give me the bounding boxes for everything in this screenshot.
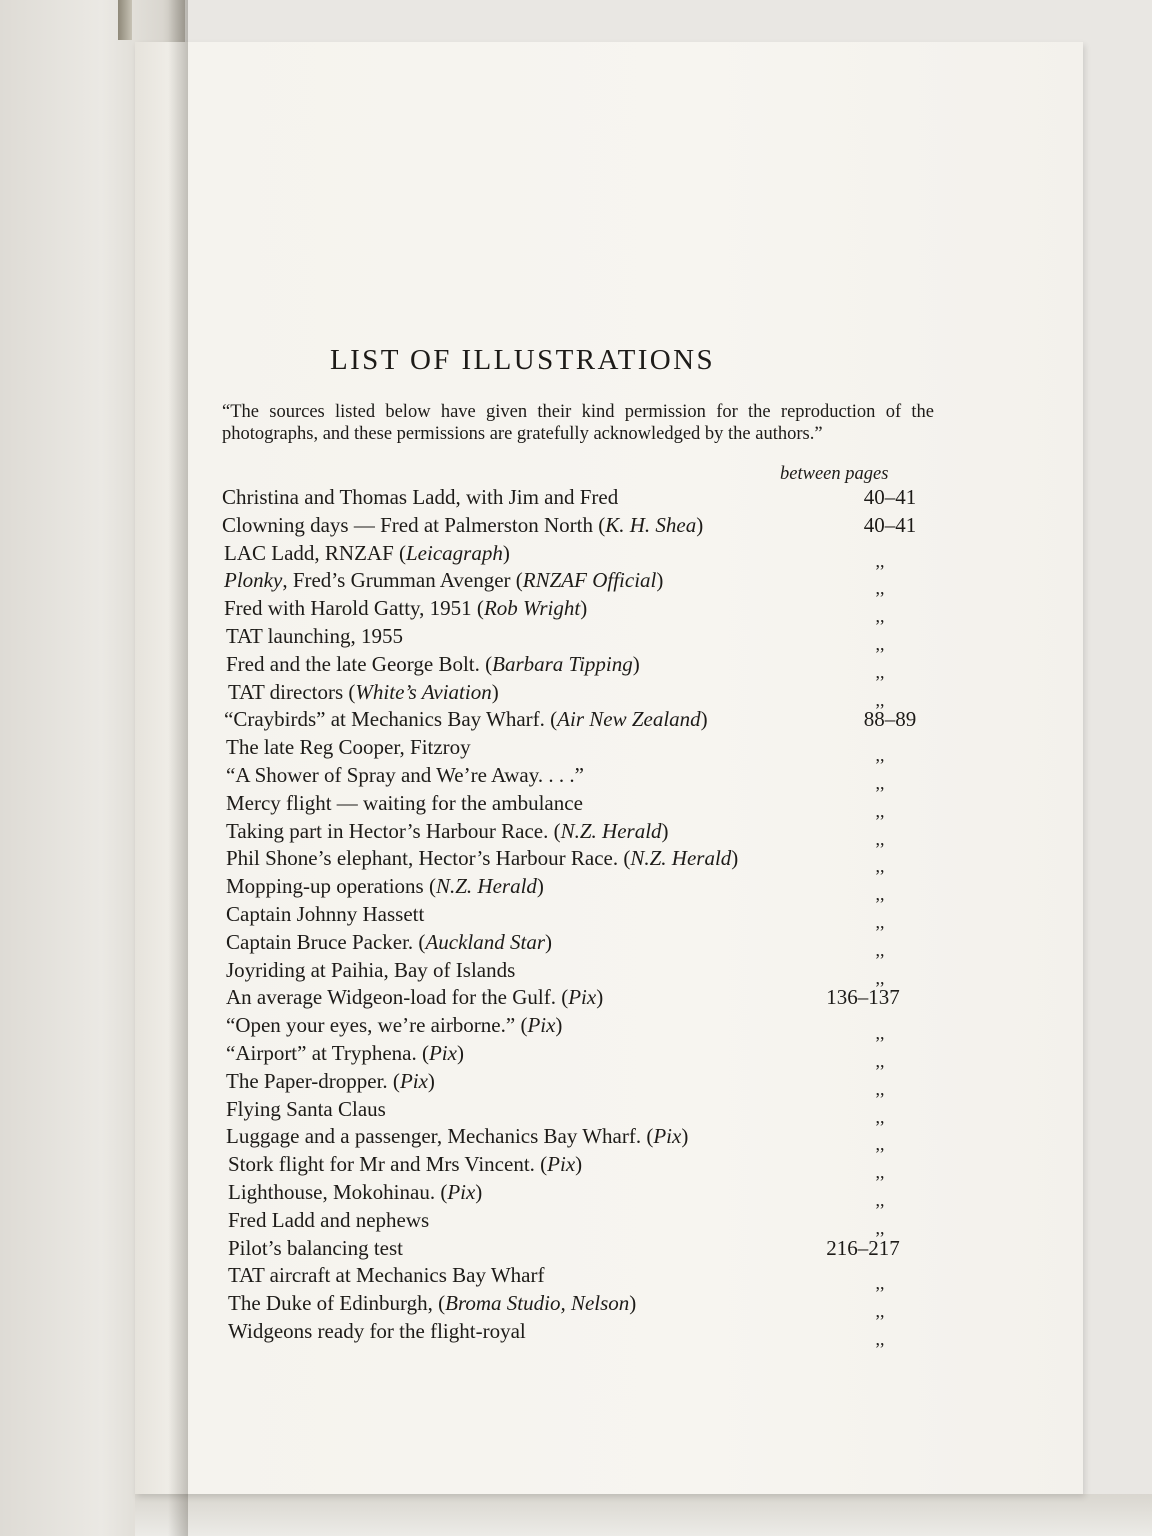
entry-caption: Lighthouse, Mokohinau. (: [228, 1180, 448, 1204]
entry-credit: Pix: [653, 1124, 682, 1149]
entry-credit: Pix: [568, 985, 597, 1010]
list-item: [228, 1262, 858, 1288]
ditto-mark: ,,: [875, 856, 885, 877]
ditto-mark: ,,: [875, 1078, 885, 1099]
entry-credit: Barbara Tipping: [492, 651, 633, 676]
entry-pages: 40–41: [863, 512, 917, 537]
list-item: [226, 901, 856, 927]
ditto-mark: ,,: [875, 634, 885, 654]
ditto-mark: ,,: [875, 1273, 885, 1294]
entry-credit: Pix: [399, 1068, 428, 1093]
entry-credit: Leicagraph: [406, 540, 503, 565]
entry-caption: Captain Johnny Hassett: [226, 902, 425, 926]
ditto-mark: ,,: [875, 939, 885, 960]
list-item: [224, 567, 854, 593]
entry-suffix: ): [696, 512, 704, 537]
list-item: [228, 1290, 858, 1316]
ditto-mark: ,,: [875, 828, 885, 849]
entry-credit: K. H. Shea: [605, 512, 697, 537]
entry-suffix: ): [456, 1041, 464, 1065]
ditto-mark: ,,: [875, 912, 885, 932]
entry-caption: Fred and the late George Bolt. (: [226, 651, 493, 676]
entry-pages: 88–89: [863, 707, 917, 732]
entry-caption: Christina and Thomas Ladd, with Jim and Fred: [222, 485, 619, 509]
entry-suffix: ): [700, 707, 708, 732]
list-item: [226, 1068, 856, 1094]
entry-caption: “Craybirds” at Mechanics Bay Wharf. (: [224, 707, 558, 732]
entry-caption: An average Widgeon-load for the Gulf. (: [226, 985, 569, 1010]
entry-suffix: ): [656, 568, 664, 593]
entry-suffix: ): [681, 1124, 689, 1149]
entry-suffix: ): [575, 1152, 583, 1177]
ditto-mark: ,,: [875, 1106, 885, 1127]
list-item: [226, 873, 856, 899]
intro-paragraph: “The sources listed below have given their kind permission for the reproduction of the photographs, and these permissions are gratefully acknowledged by the authors.”: [222, 402, 934, 444]
gutter-shadow: [168, 0, 188, 1536]
entry-pages: 216–217: [826, 1235, 900, 1260]
ditto-mark: ,,: [875, 661, 885, 682]
entry-credit: Pix: [527, 1013, 556, 1038]
list-item: [226, 1012, 856, 1038]
list-item: [228, 679, 858, 705]
ditto-mark: ,,: [875, 1162, 885, 1183]
entry-credit: Rob Wright: [483, 596, 581, 621]
entry-credit: Pix: [547, 1152, 576, 1177]
entry-caption: “A Shower of Spray and We’re Away. . . .”: [226, 763, 584, 787]
list-item: [222, 484, 852, 510]
entry-suffix: ): [661, 818, 669, 843]
entry-credit: Broma Studio, Nelson: [445, 1291, 630, 1316]
entry-caption: Phil Shone’s elephant, Hector’s Harbour Race. (: [226, 846, 631, 871]
ditto-mark: ,,: [875, 967, 885, 988]
list-item: [226, 734, 856, 760]
entry-caption: Luggage and a passenger, Mechanics Bay Wharf. (: [226, 1124, 654, 1149]
entry-caption: TAT aircraft at Mechanics Bay Wharf: [228, 1263, 545, 1288]
ditto-mark: ,,: [875, 745, 885, 766]
entry-suffix: ): [475, 1180, 483, 1204]
entry-caption: The late Reg Cooper, Fitzroy: [226, 735, 471, 760]
entry-caption: Fred with Harold Gatty, 1951 (: [224, 596, 484, 621]
entry-suffix: ): [580, 596, 588, 621]
list-item: [222, 512, 852, 538]
entry-caption: TAT launching, 1955: [226, 624, 403, 648]
list-item: [228, 1318, 858, 1344]
entry-suffix: ): [555, 1013, 563, 1038]
entry-suffix: ): [536, 874, 544, 899]
ditto-mark: ,,: [875, 800, 885, 821]
entry-caption: TAT directors (: [228, 679, 356, 704]
entry-suffix: ): [427, 1068, 435, 1093]
entry-caption: Joyriding at Paihia, Bay of Islands: [226, 957, 516, 982]
entry-suffix: ): [731, 846, 739, 871]
list-item: [224, 540, 854, 566]
entry-caption: Widgeons ready for the flight-royal: [228, 1319, 526, 1343]
entry-suffix: ): [545, 929, 552, 954]
entry-pages: 40–41: [863, 485, 917, 509]
entry-credit: White’s Aviation: [355, 679, 492, 704]
ditto-mark: ,,: [875, 1134, 885, 1155]
entry-credit: Pix: [447, 1180, 476, 1204]
left-cover-edge: [118, 0, 132, 40]
ditto-mark: ,,: [875, 550, 885, 571]
entry-credit: N.Z. Herald: [630, 846, 732, 871]
ditto-mark: ,,: [875, 1301, 885, 1322]
entry-pages: 136–137: [826, 985, 900, 1010]
ditto-mark: ,,: [875, 606, 885, 627]
entry-caption: Pilot’s balancing test: [228, 1235, 403, 1260]
list-item: [228, 1151, 858, 1177]
entry-caption: LAC Ladd, RNZAF (: [224, 540, 406, 565]
ditto-mark: ,,: [875, 1023, 885, 1044]
entry-caption: Flying Santa Claus: [226, 1096, 386, 1121]
list-item: [224, 595, 854, 621]
list-item: [226, 1123, 856, 1149]
ditto-mark: ,,: [875, 1217, 885, 1238]
entry-caption: Captain Bruce Packer. (: [226, 929, 426, 954]
entry-suffix: ): [491, 679, 499, 704]
entry-caption: Mercy flight — waiting for the ambulance: [226, 790, 583, 815]
ditto-mark: ,,: [875, 1329, 885, 1349]
ditto-mark: ,,: [875, 773, 885, 793]
list-item: [228, 1235, 858, 1261]
ditto-mark: ,,: [875, 884, 885, 905]
list-item: [228, 1207, 858, 1233]
entry-caption: Clowning days — Fred at Palmerston North (: [222, 512, 606, 537]
entry-credit: Auckland Star: [425, 929, 545, 954]
entry-credit: Pix: [428, 1041, 457, 1065]
entry-credit: Air New Zealand: [557, 707, 701, 732]
entry-credit: N.Z. Herald: [560, 818, 662, 843]
entry-credit: RNZAF Official: [522, 568, 657, 593]
ditto-mark: ,,: [875, 578, 885, 599]
list-item: [226, 762, 856, 788]
entry-caption: , Fred’s Grumman Avenger (: [282, 568, 523, 593]
list-item: [228, 1179, 858, 1205]
entry-title-italic: Plonky: [224, 568, 283, 593]
ditto-mark: ,,: [875, 1190, 885, 1210]
entry-credit: N.Z. Herald: [435, 874, 537, 899]
ditto-mark: ,,: [875, 689, 885, 710]
list-item: [226, 818, 856, 844]
pages-column-heading: between pages: [780, 464, 889, 484]
entry-suffix: ): [596, 985, 604, 1010]
list-item: [226, 623, 856, 649]
entry-caption: “Open your eyes, we’re airborne.” (: [226, 1013, 528, 1038]
entry-caption: Mopping-up operations (: [226, 874, 436, 899]
entry-caption: The Duke of Edinburgh, (: [228, 1291, 446, 1316]
list-item: [226, 651, 856, 677]
table-surface: [135, 1494, 1152, 1536]
page-title: LIST OF ILLUSTRATIONS: [330, 344, 715, 376]
list-item: [224, 706, 854, 732]
list-item: [226, 845, 856, 871]
entry-suffix: ): [629, 1291, 637, 1316]
list-item: [226, 790, 856, 816]
ditto-mark: ,,: [875, 1051, 885, 1071]
entry-caption: “Airport” at Tryphena. (: [226, 1041, 429, 1065]
entry-caption: Fred Ladd and nephews: [228, 1207, 430, 1232]
entry-suffix: ): [502, 540, 510, 565]
list-item: [226, 1096, 856, 1122]
entry-caption: Stork flight for Mr and Mrs Vincent. (: [228, 1152, 548, 1177]
list-item: [226, 1040, 856, 1066]
list-item: [226, 929, 856, 955]
entry-caption: The Paper-dropper. (: [226, 1068, 400, 1093]
entry-caption: Taking part in Hector’s Harbour Race. (: [226, 818, 561, 843]
entry-suffix: ): [632, 651, 640, 676]
list-item: [226, 957, 856, 983]
list-item: [226, 984, 856, 1010]
